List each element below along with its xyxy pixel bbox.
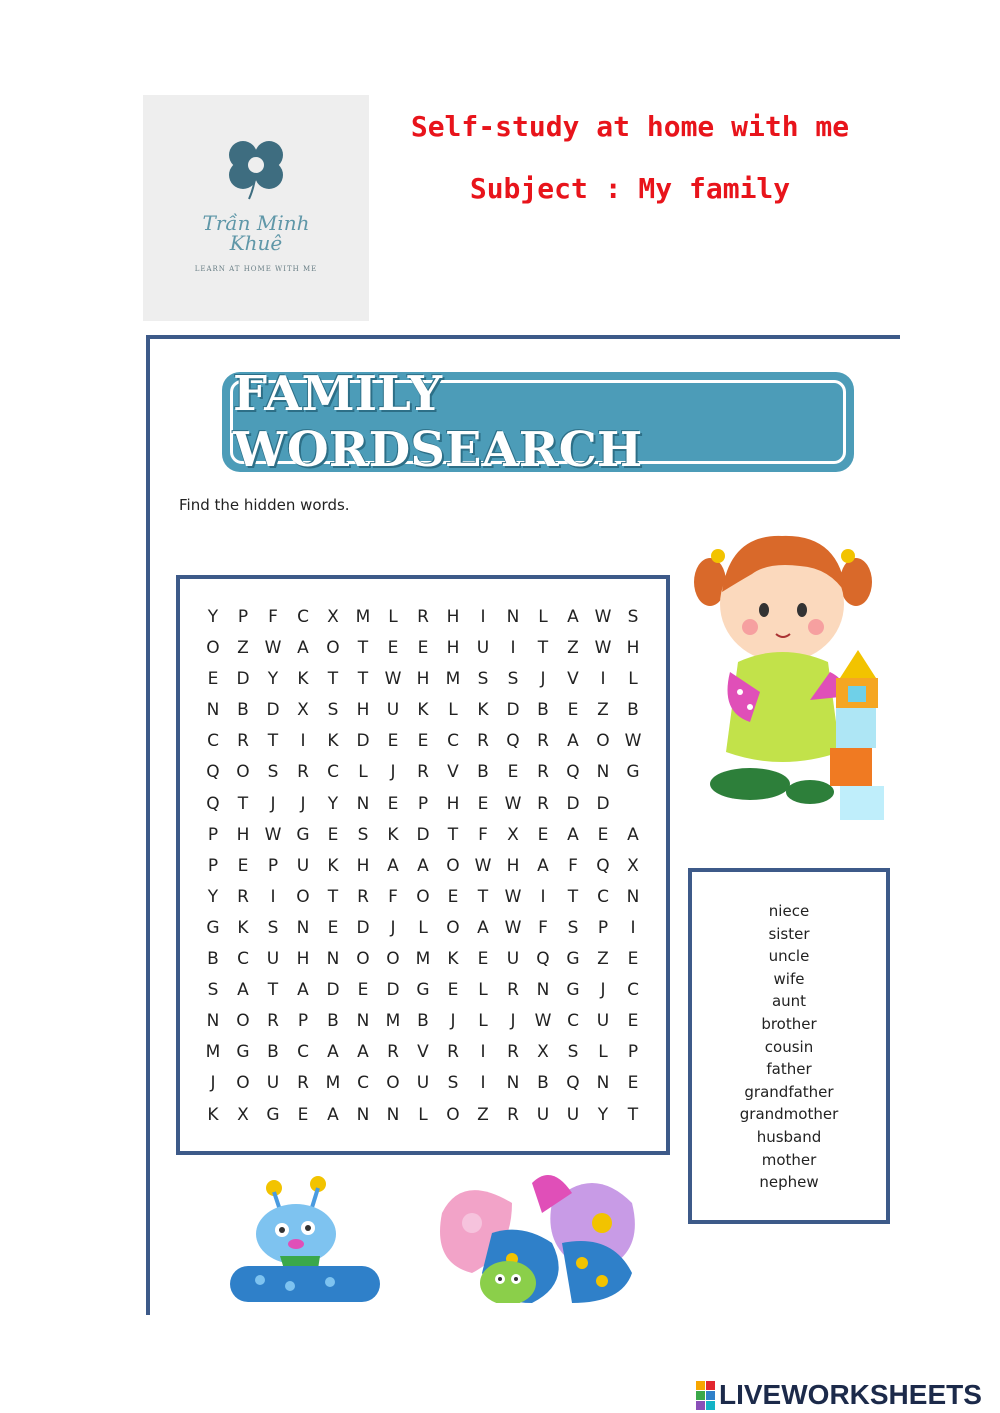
grid-letter[interactable]: Z <box>477 1104 489 1125</box>
grid-letter[interactable]: E <box>477 793 489 814</box>
title-banner-inner <box>230 366 846 478</box>
grid-letter[interactable]: L <box>388 607 398 627</box>
grid-letter[interactable]: Y <box>267 669 279 690</box>
grid-letter[interactable]: U <box>266 949 280 970</box>
grid-letter[interactable]: N <box>206 700 220 721</box>
grid-letter[interactable]: H <box>356 855 370 876</box>
grid-letter[interactable]: L <box>418 1104 428 1125</box>
grid-letter[interactable]: G <box>566 949 580 970</box>
grid-letter[interactable]: O <box>236 762 250 783</box>
grid-letter[interactable]: J <box>300 793 306 814</box>
grid-letter[interactable]: H <box>506 855 520 876</box>
grid-letter[interactable]: W <box>264 638 282 659</box>
grid-letter[interactable]: P <box>627 1042 639 1063</box>
grid-letter[interactable]: J <box>540 669 546 690</box>
grid-letter[interactable]: C <box>297 607 309 627</box>
grid-letter[interactable]: P <box>297 1011 309 1032</box>
word-list-item: mother <box>761 1150 817 1169</box>
grid-letter[interactable]: E <box>387 638 399 659</box>
grid-letter[interactable]: H <box>446 607 460 627</box>
grid-letter[interactable]: X <box>237 1104 249 1125</box>
grid-letter[interactable]: E <box>387 731 399 752</box>
grid-letter[interactable]: T <box>627 1104 639 1125</box>
grid-letter[interactable]: K <box>387 824 399 845</box>
grid-letter[interactable]: G <box>626 762 640 783</box>
grid-letter[interactable]: A <box>297 638 309 659</box>
grid-letter[interactable]: A <box>387 855 399 876</box>
grid-letter[interactable]: F <box>538 917 548 938</box>
grid-letter[interactable]: S <box>357 824 369 845</box>
grid-letter[interactable]: N <box>626 886 640 907</box>
grid-letter[interactable]: O <box>386 949 400 970</box>
grid-letter[interactable]: V <box>447 762 459 783</box>
grid-letter[interactable]: B <box>207 949 219 970</box>
grid-letter[interactable]: U <box>296 855 310 876</box>
grid-letter[interactable]: A <box>327 1104 339 1125</box>
grid-letter[interactable]: G <box>236 1042 250 1063</box>
grid-letter[interactable]: T <box>567 886 579 907</box>
grid-letter[interactable]: R <box>417 607 429 627</box>
grid-letter[interactable]: A <box>417 855 429 876</box>
grid-letter[interactable]: S <box>447 1073 459 1094</box>
grid-letter[interactable]: K <box>327 731 339 752</box>
grid-letter[interactable]: A <box>357 1042 369 1063</box>
grid-letter[interactable]: J <box>450 1011 456 1032</box>
grid-letter[interactable]: H <box>296 949 310 970</box>
grid-letter[interactable]: N <box>506 607 520 627</box>
grid-letter[interactable]: N <box>356 1011 370 1032</box>
grid-letter[interactable]: E <box>207 669 219 690</box>
grid-letter[interactable]: C <box>357 1073 369 1094</box>
grid-letter[interactable]: A <box>567 607 579 627</box>
grid-letter[interactable]: I <box>540 886 546 907</box>
grid-letter[interactable]: Q <box>566 1073 580 1094</box>
grid-letter[interactable]: E <box>357 980 369 1001</box>
grid-letter[interactable]: A <box>297 980 309 1001</box>
grid-letter[interactable]: H <box>446 638 460 659</box>
grid-letter[interactable]: A <box>537 855 549 876</box>
grid-letter[interactable]: I <box>510 638 516 659</box>
grid-letter[interactable]: M <box>385 1011 401 1032</box>
grid-letter[interactable]: N <box>596 1073 610 1094</box>
grid-letter[interactable]: P <box>417 793 429 814</box>
grid-letter[interactable]: L <box>598 1042 608 1063</box>
grid-letter[interactable]: O <box>236 1011 250 1032</box>
grid-letter[interactable]: W <box>384 669 402 690</box>
grid-letter[interactable]: M <box>355 607 371 627</box>
grid-letter[interactable]: E <box>477 949 489 970</box>
grid-letter[interactable]: T <box>447 824 459 845</box>
word-list-item: husband <box>756 1127 822 1146</box>
caterpillar-illustration <box>230 1170 400 1302</box>
grid-letter[interactable]: X <box>507 824 519 845</box>
grid-letter[interactable]: J <box>270 793 276 814</box>
grid-letter[interactable]: L <box>628 669 638 690</box>
grid-letter[interactable]: N <box>506 1073 520 1094</box>
grid-letter[interactable]: U <box>386 700 400 721</box>
word-list-item: sister <box>768 924 810 943</box>
grid-letter[interactable]: U <box>416 1073 430 1094</box>
grid-letter[interactable]: Z <box>597 700 609 721</box>
grid-letter[interactable]: F <box>478 824 488 845</box>
grid-letter[interactable]: S <box>567 917 579 938</box>
grid-letter[interactable]: D <box>596 793 610 814</box>
grid-letter[interactable]: C <box>327 762 339 783</box>
butterfly-illustration <box>432 1163 646 1303</box>
grid-letter[interactable]: K <box>237 917 249 938</box>
grid-letter[interactable]: D <box>356 917 370 938</box>
grid-letter[interactable]: Z <box>567 638 579 659</box>
grid-letter[interactable]: K <box>297 669 309 690</box>
grid-letter[interactable]: G <box>266 1104 280 1125</box>
grid-letter[interactable]: B <box>267 1042 279 1063</box>
grid-letter[interactable]: T <box>267 731 279 752</box>
grid-letter[interactable]: K <box>207 1104 219 1125</box>
grid-letter[interactable]: S <box>567 1042 579 1063</box>
grid-letter[interactable]: Q <box>506 731 520 752</box>
grid-letter[interactable]: S <box>267 917 279 938</box>
grid-letter[interactable]: W <box>504 793 522 814</box>
grid-letter[interactable]: O <box>326 638 340 659</box>
grid-letter[interactable]: G <box>296 824 310 845</box>
footer-brand-text: LIVEWORKSHEETS <box>719 1379 982 1410</box>
footer-brand <box>696 1378 982 1412</box>
grid-letter[interactable]: R <box>357 886 369 907</box>
grid-letter[interactable]: Y <box>207 886 219 907</box>
grid-letter[interactable]: E <box>327 917 339 938</box>
grid-letter[interactable]: Q <box>596 855 610 876</box>
grid-letter[interactable]: G <box>566 980 580 1001</box>
grid-letter[interactable]: D <box>416 824 430 845</box>
grid-letter[interactable]: D <box>236 669 250 690</box>
grid-letter[interactable]: B <box>327 1011 339 1032</box>
grid-letter[interactable]: B <box>537 1073 549 1094</box>
grid-letter[interactable]: B <box>537 700 549 721</box>
grid-letter[interactable]: U <box>566 1104 580 1125</box>
grid-letter[interactable]: M <box>445 669 461 690</box>
grid-letter[interactable]: R <box>537 762 549 783</box>
grid-letter[interactable]: C <box>567 1011 579 1032</box>
grid-letter[interactable]: M <box>415 949 431 970</box>
grid-letter[interactable]: I <box>630 917 636 938</box>
grid-letter[interactable]: A <box>567 824 579 845</box>
grid-letter[interactable]: S <box>327 700 339 721</box>
grid-letter[interactable]: I <box>480 607 486 627</box>
grid-letter[interactable]: P <box>207 855 219 876</box>
grid-letter[interactable]: H <box>626 638 640 659</box>
grid-letter[interactable]: C <box>447 731 459 752</box>
grid-letter[interactable]: N <box>596 762 610 783</box>
grid-letter[interactable]: H <box>416 669 430 690</box>
logo-name-line2: Khuê <box>229 231 283 255</box>
grid-letter[interactable]: I <box>300 731 306 752</box>
grid-letter[interactable]: T <box>237 793 249 814</box>
grid-letter[interactable]: T <box>327 886 339 907</box>
grid-letter[interactable]: E <box>627 1011 639 1032</box>
grid-letter[interactable]: J <box>510 1011 516 1032</box>
grid-letter[interactable]: W <box>474 855 492 876</box>
grid-letter[interactable]: F <box>568 855 578 876</box>
grid-letter[interactable]: J <box>390 917 396 938</box>
grid-letter[interactable]: E <box>627 949 639 970</box>
grid-letter[interactable]: N <box>356 793 370 814</box>
grid-letter[interactable]: O <box>596 731 610 752</box>
grid-letter[interactable]: T <box>477 886 489 907</box>
logo-name-line1: Trần Minh <box>202 211 310 235</box>
grid-letter[interactable]: R <box>507 1104 519 1125</box>
grid-letter[interactable]: P <box>267 855 279 876</box>
grid-letter[interactable]: O <box>416 886 430 907</box>
grid-letter[interactable]: H <box>356 700 370 721</box>
grid-letter[interactable]: E <box>387 793 399 814</box>
grid-letter[interactable]: U <box>596 1011 610 1032</box>
grid-letter[interactable]: D <box>326 980 340 1001</box>
grid-letter[interactable]: R <box>237 731 249 752</box>
grid-letter[interactable]: U <box>266 1073 280 1094</box>
grid-letter[interactable]: W <box>534 1011 552 1032</box>
grid-letter[interactable]: R <box>537 793 549 814</box>
grid-letter[interactable]: C <box>627 980 639 1001</box>
grid-letter[interactable]: R <box>477 731 489 752</box>
grid-letter[interactable]: B <box>417 1011 429 1032</box>
grid-letter[interactable]: N <box>386 1104 400 1125</box>
grid-letter[interactable]: T <box>357 669 369 690</box>
grid-letter[interactable]: N <box>536 980 550 1001</box>
grid-letter[interactable]: N <box>296 917 310 938</box>
grid-letter[interactable]: L <box>448 700 458 721</box>
grid-letter[interactable]: Z <box>237 638 249 659</box>
girl-playing-blocks-illustration <box>690 522 890 822</box>
grid-letter[interactable]: S <box>267 762 279 783</box>
grid-letter[interactable]: O <box>236 1073 250 1094</box>
grid-letter[interactable]: J <box>210 1073 216 1094</box>
grid-letter[interactable]: U <box>506 949 520 970</box>
logo-tagline: LEARN AT HOME WITH ME <box>194 265 318 273</box>
grid-letter[interactable]: R <box>387 1042 399 1063</box>
word-list-item: aunt <box>771 992 807 1011</box>
grid-letter[interactable]: S <box>207 980 219 1001</box>
grid-letter[interactable]: C <box>237 949 249 970</box>
grid-letter[interactable]: J <box>600 980 606 1001</box>
grid-letter[interactable]: D <box>356 731 370 752</box>
grid-letter[interactable]: L <box>538 607 548 627</box>
grid-letter[interactable]: T <box>267 980 279 1001</box>
grid-letter[interactable]: E <box>417 731 429 752</box>
grid-letter[interactable]: G <box>206 917 220 938</box>
grid-letter[interactable]: H <box>446 793 460 814</box>
grid-letter[interactable]: V <box>567 669 579 690</box>
word-list-item: grandfather <box>744 1082 834 1101</box>
grid-letter[interactable]: Q <box>566 762 580 783</box>
title-banner <box>222 366 854 478</box>
grid-letter[interactable]: L <box>478 1011 488 1032</box>
grid-letter[interactable]: D <box>506 700 520 721</box>
grid-letter[interactable]: O <box>356 949 370 970</box>
grid-letter[interactable]: C <box>207 731 219 752</box>
grid-letter[interactable]: O <box>446 1104 460 1125</box>
word-list-item: niece <box>768 902 810 920</box>
grid-letter[interactable]: N <box>356 1104 370 1125</box>
grid-letter[interactable]: O <box>446 917 460 938</box>
word-list-item: grandmother <box>739 1105 839 1124</box>
grid-letter[interactable]: A <box>327 1042 339 1063</box>
grid-letter[interactable]: Q <box>536 949 550 970</box>
grid-letter[interactable]: O <box>296 886 310 907</box>
grid-letter[interactable]: E <box>567 700 579 721</box>
instruction-text: Find the hidden words. <box>179 496 350 514</box>
grid-letter[interactable]: O <box>386 1073 400 1094</box>
word-list-item: uncle <box>768 947 810 966</box>
grid-letter[interactable]: W <box>504 917 522 938</box>
grid-letter[interactable]: U <box>536 1104 550 1125</box>
grid-letter[interactable]: X <box>327 607 339 627</box>
grid-letter[interactable]: L <box>418 917 428 938</box>
grid-letter[interactable]: G <box>416 980 430 1001</box>
grid-letter[interactable]: R <box>297 762 309 783</box>
header-title: Self-study at home with me <box>410 110 850 143</box>
grid-letter[interactable]: F <box>268 607 278 627</box>
grid-letter[interactable]: E <box>237 855 249 876</box>
word-list-item: wife <box>773 969 805 988</box>
grid-letter[interactable]: D <box>566 793 580 814</box>
grid-letter[interactable]: J <box>390 762 396 783</box>
grid-letter[interactable]: E <box>627 1073 639 1094</box>
grid-letter[interactable]: B <box>477 762 489 783</box>
grid-letter[interactable]: P <box>237 607 249 627</box>
grid-letter[interactable]: X <box>627 855 639 876</box>
grid-letter[interactable]: E <box>417 638 429 659</box>
grid-letter[interactable]: A <box>477 917 489 938</box>
grid-letter[interactable]: E <box>447 886 459 907</box>
grid-letter[interactable]: O <box>446 855 460 876</box>
grid-letter[interactable]: Y <box>597 1104 609 1125</box>
grid-letter[interactable]: C <box>297 1042 309 1063</box>
grid-letter[interactable]: W <box>504 886 522 907</box>
grid-letter[interactable]: D <box>266 700 280 721</box>
grid-letter[interactable]: Q <box>206 793 220 814</box>
grid-letter[interactable]: Y <box>327 793 339 814</box>
grid-letter[interactable]: F <box>388 886 398 907</box>
grid-letter[interactable]: R <box>267 1011 279 1032</box>
grid-letter[interactable]: A <box>627 824 639 845</box>
grid-letter[interactable]: E <box>597 824 609 845</box>
grid-letter[interactable]: E <box>327 824 339 845</box>
grid-letter[interactable]: R <box>507 980 519 1001</box>
grid-letter[interactable]: I <box>480 1073 486 1094</box>
grid-letter[interactable]: W <box>624 731 642 752</box>
grid-letter[interactable]: W <box>594 638 612 659</box>
grid-letter[interactable]: U <box>476 638 490 659</box>
grid-letter[interactable]: E <box>507 762 519 783</box>
grid-letter[interactable]: L <box>358 762 368 783</box>
grid-letter[interactable]: A <box>567 731 579 752</box>
grid-letter[interactable]: V <box>417 1042 429 1063</box>
grid-letter[interactable]: K <box>417 700 429 721</box>
grid-letter[interactable]: R <box>297 1073 309 1094</box>
grid-letter[interactable]: S <box>477 669 489 690</box>
grid-letter[interactable]: B <box>237 700 249 721</box>
grid-letter[interactable]: Y <box>207 607 219 627</box>
grid-letter[interactable]: I <box>270 886 276 907</box>
grid-letter[interactable]: S <box>627 607 639 627</box>
header-subject: Subject : My family <box>469 172 791 205</box>
grid-letter[interactable]: R <box>417 762 429 783</box>
grid-letter[interactable] <box>618 789 648 820</box>
grid-letter[interactable]: X <box>537 1042 549 1063</box>
grid-letter[interactable]: C <box>597 886 609 907</box>
grid-letter[interactable]: K <box>447 949 459 970</box>
grid-letter[interactable]: P <box>597 917 609 938</box>
grid-letter[interactable]: K <box>477 700 489 721</box>
grid-letter[interactable]: R <box>237 886 249 907</box>
grid-letter[interactable]: M <box>205 1042 221 1063</box>
liveworksheets-logo-icon <box>696 1381 715 1410</box>
word-list-item: brother <box>761 1014 817 1033</box>
grid-letter[interactable]: M <box>325 1073 341 1094</box>
grid-letter[interactable]: W <box>594 607 612 627</box>
grid-letter[interactable]: L <box>478 980 488 1001</box>
clover-icon <box>221 133 291 203</box>
grid-letter[interactable]: I <box>480 1042 486 1063</box>
word-list-item: cousin <box>764 1037 814 1056</box>
grid-letter[interactable]: P <box>207 824 219 845</box>
grid-letter[interactable]: O <box>206 638 220 659</box>
grid-letter[interactable]: W <box>264 824 282 845</box>
word-list <box>688 900 890 1194</box>
word-list-item: father <box>766 1060 812 1079</box>
grid-letter[interactable]: R <box>447 1042 459 1063</box>
grid-letter[interactable]: T <box>357 638 369 659</box>
grid-letter[interactable]: N <box>326 949 340 970</box>
grid-letter[interactable]: K <box>327 855 339 876</box>
word-list-item: nephew <box>759 1173 819 1192</box>
grid-letter[interactable]: E <box>537 824 549 845</box>
grid-letter[interactable]: S <box>507 669 519 690</box>
grid-letter[interactable]: A <box>237 980 249 1001</box>
grid-letter[interactable]: T <box>327 669 339 690</box>
grid-letter[interactable]: T <box>537 638 549 659</box>
wordsearch-grid <box>198 602 646 1131</box>
page-title: FAMILY WORDSEARCH <box>233 366 643 478</box>
grid-letter[interactable]: N <box>206 1011 220 1032</box>
grid-letter[interactable]: I <box>600 669 606 690</box>
grid-letter[interactable]: E <box>447 980 459 1001</box>
grid-letter[interactable]: X <box>297 700 309 721</box>
grid-letter[interactable]: Z <box>597 949 609 970</box>
grid-letter[interactable]: R <box>537 731 549 752</box>
grid-letter[interactable]: D <box>386 980 400 1001</box>
grid-letter[interactable]: H <box>236 824 250 845</box>
logo-box <box>143 95 369 321</box>
grid-letter[interactable]: E <box>297 1104 309 1125</box>
grid-letter[interactable]: B <box>627 700 639 721</box>
grid-letter[interactable]: Q <box>206 762 220 783</box>
grid-letter[interactable]: R <box>507 1042 519 1063</box>
